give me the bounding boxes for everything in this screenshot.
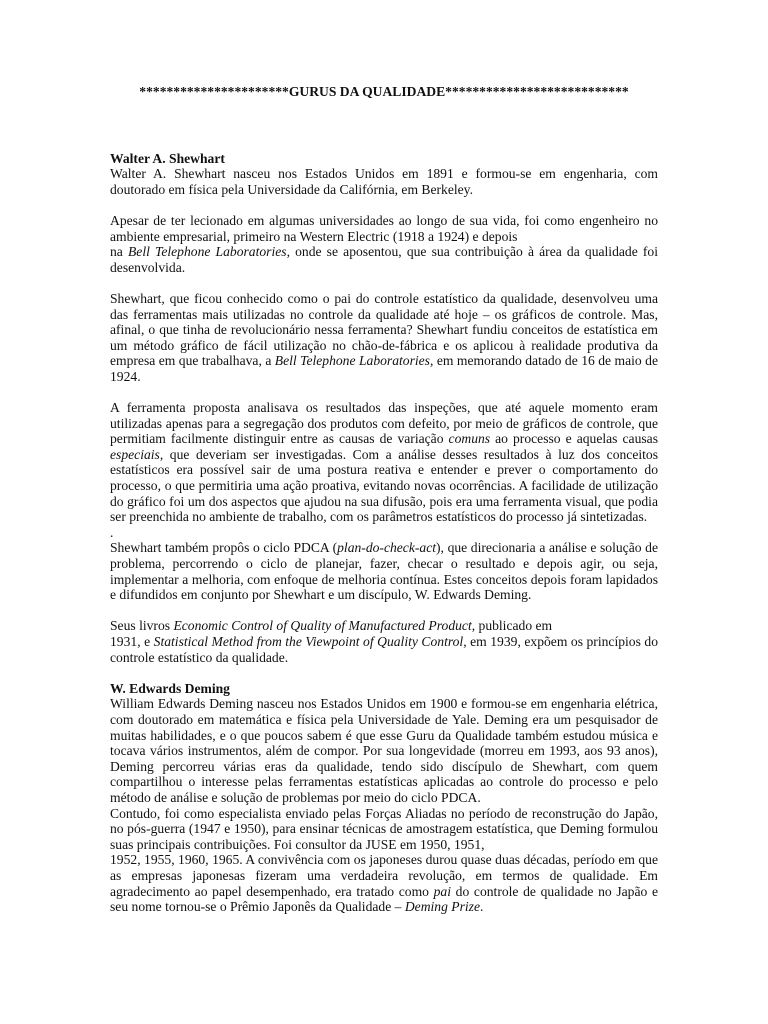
deming-paragraph-1: William Edwards Deming nasceu nos Estados Unidos em 1900 e formou-se em engenharia elétrica, com doutorado em matemática e física pela Universidade de Yale. Deming era um pesquisador de muitas habilidades, e o que poucos sabem é que esse Guru da Qualidade também estudou música e tocava vários instrumentos, além de compor. Por sua longevidade (morreu em 1993, aos 93 anos), Deming percorreu várias eras da qualidade, tendo sido discípulo de Shewhart, com quem compartilhou o interesse pelas ferramentas estatísticas aplicadas ao controle do processo e pelo método de análise e solução de problemas por meio do ciclo PDCA. — [110, 696, 658, 805]
shewhart-p2-text-c: , onde se aposentou, que sua contribuição à área da qualidade foi desenvolvida. — [110, 244, 658, 275]
deming-p2-italic-2: Deming Prize — [404, 899, 480, 915]
shewhart-paragraph-5 — [110, 540, 658, 602]
shewhart-p6-italic-1: Economic Control of Quality of Manufactured Product — [173, 618, 472, 634]
shewhart-p4-text-c: , que deveriam ser investigadas. Com a análise desses resultados à luz dos conceitos estatísticos era possível sair de uma postura reativa e entender e prever o comportamento do processo, o que permitiria uma ação proativa, evitando novas ocorrências. A facilidade de utilização do gráfico foi um dos aspectos que ajudou na sua difusão, pois era uma ferramenta visual, que podia ser preenchida no ambiente de trabalho, com os parâmetros estatísticos do processo já sintetizadas. — [110, 446, 658, 525]
shewhart-p5-text-a: Shewhart também propôs o ciclo PDCA ( — [110, 540, 338, 556]
section-deming — [110, 681, 658, 915]
shewhart-p3-text-a: Shewhart, que ficou conhecido como o pai do controle estatístico da qualidade, desenvolveu uma das ferramentas mais utilizadas no controle da qualidade até hoje – os gráficos de controle. Mas, afinal, o que tinha de revolucionário nessa ferramenta? Shewhart fundiu conceitos de estatística em um método gráfico de fácil utilização no chão-de-fábrica e os aplicou à realidade produtiva da empresa em que trabalhava, a — [110, 290, 658, 369]
deming-p2-text-a: Contudo, foi como especialista enviado pelas Forças Aliadas no período de reconstrução do Japão, no pós-guerra (1947 e 1950), para ensinar técnicas de amostragem estatística, que Deming formulou suas principais contribuições. Foi consultor da JUSE em 1950, 1951, — [110, 805, 658, 852]
shewhart-p4-italic-1: comuns — [448, 431, 491, 447]
shewhart-p6-text-b: , publicado em — [471, 618, 553, 634]
shewhart-p3-text-b: , em memorando datado de 16 de maio de 1924. — [110, 353, 658, 384]
shewhart-p6-italic-2: Statistical Method from the Viewpoint of Quality Control — [153, 634, 464, 649]
shewhart-p4-text-b: ao processo e aquelas causas — [490, 431, 658, 447]
document-title: **********************GURUS DA QUALIDADE*************************** — [139, 84, 629, 99]
deming-p2-text-c: do controle de qualidade no Japão e seu nome tornou-se o Prêmio Japonês da Qualidade – — [110, 883, 659, 915]
shewhart-paragraph-3 — [110, 291, 658, 385]
shewhart-p6-text-d: , em 1939, expõem os princípios do controle estatístico da qualidade. — [110, 634, 658, 665]
shewhart-paragraph-2 — [110, 213, 658, 275]
section-shewhart — [110, 151, 658, 666]
shewhart-paragraph-4 — [110, 400, 658, 525]
deming-p2-text-b: 1952, 1955, 1960, 1965. A convivência com os japoneses durou quase duas décadas, período em que as empresas japonesas fizeram uma verdadeira revolução, em termos de qualidade. Em agradecimento ao papel desempenhado, era tratado como — [110, 852, 658, 899]
shewhart-p5-italic: plan-do-check-act — [337, 540, 437, 556]
shewhart-p4-italic-2: especiais — [110, 446, 160, 462]
shewhart-p4-text-a: A ferramenta proposta analisava os resultados das inspeções, que até aquele momento eram utilizadas apenas para a segregação dos produtos com defeito, por meio de gráficos de controle, que permitiam facilmente distinguir entre as causas de variação — [110, 400, 658, 447]
shewhart-p5-text-b: ), que direcionaria a análise e solução de problema, percorrendo o ciclo de planejar, fazer, checar o resultado e depois agir, ou seja, implementar a melhoria, com enfoque de melhoria contínua. Estes conceitos depois foram lapidados e difundidos em conjunto por Shewhart e um discípulo, W. Edwards Deming. — [110, 540, 658, 603]
shewhart-p3-italic: Bell Telephone Laboratories — [274, 353, 430, 369]
section-heading-shewhart: Walter A. Shewhart — [110, 150, 225, 166]
document-page — [110, 84, 658, 915]
deming-p2-italic-1: pai — [433, 883, 451, 899]
section-heading-deming: W. Edwards Deming — [110, 680, 230, 696]
shewhart-p6-text-a: Seus livros — [110, 618, 174, 634]
stray-dot: . — [110, 524, 114, 540]
shewhart-p2-text-b: na — [110, 244, 128, 260]
deming-paragraph-2 — [110, 806, 658, 915]
shewhart-p6-text-c: 1931, e — [110, 634, 154, 649]
shewhart-p2-italic: Bell Telephone Laboratories — [127, 244, 287, 260]
deming-p2-text-d: . — [479, 899, 484, 915]
shewhart-paragraph-1: Walter A. Shewhart nasceu nos Estados Unidos em 1891 e formou-se em engenharia, com doutorado em física pela Universidade da Califórnia, em Berkeley. — [110, 166, 658, 197]
shewhart-p2-text-a: Apesar de ter lecionado em algumas universidades ao longo de sua vida, foi como engenheiro no ambiente empresarial, primeiro na Western Electric (1918 a 1924) e depois — [110, 212, 658, 244]
shewhart-paragraph-6 — [110, 618, 658, 665]
